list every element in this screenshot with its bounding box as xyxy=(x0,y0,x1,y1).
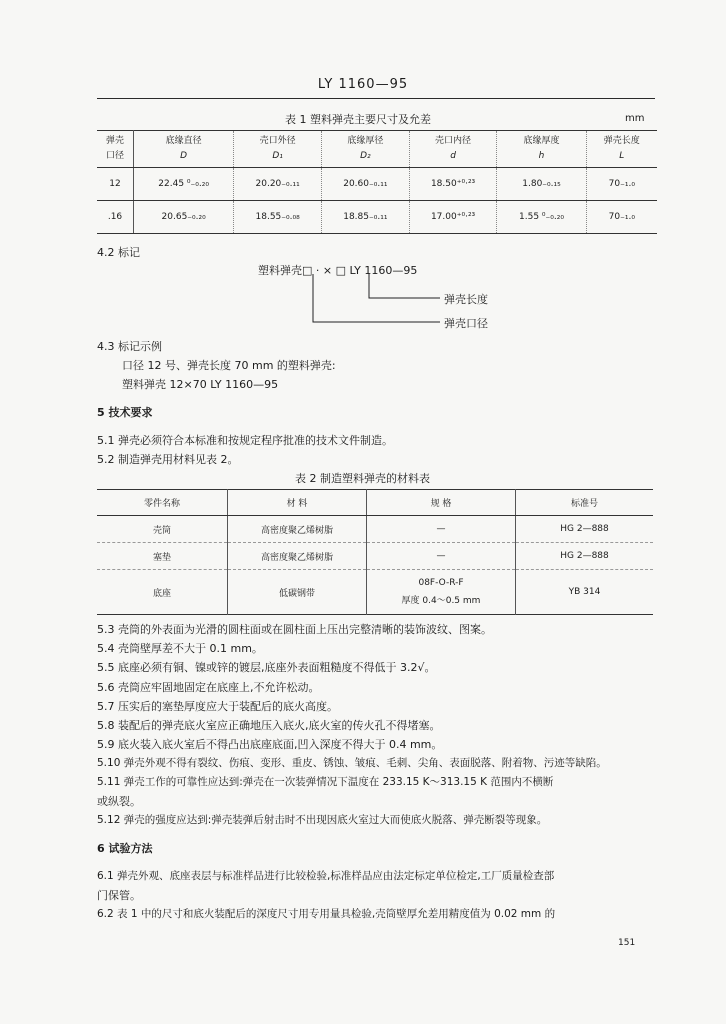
paragraph-5-4: 5.4 壳筒壁厚差不大于 0.1 mm。 xyxy=(97,642,263,655)
table-row xyxy=(97,516,653,543)
table1-unit: mm xyxy=(625,113,645,124)
paragraph-6-1-cont: 门保管。 xyxy=(97,889,141,902)
table2-header-part: 零件名称 xyxy=(97,490,228,516)
table-row xyxy=(97,543,653,570)
table1-header-h: 底缘厚度 h xyxy=(497,131,586,168)
marking-label-length: 弹壳长度 xyxy=(444,293,488,306)
standard-number: LY 1160—95 xyxy=(317,77,409,92)
table2-caption: 表 2 制造塑料弹壳的材料表 xyxy=(295,472,430,485)
table-row xyxy=(97,570,653,615)
table-cell: 20.60₋₀.₁₁ xyxy=(321,168,409,201)
section-4-2-title: 4.2 标记 xyxy=(97,246,140,259)
table1-caption: 表 1 塑料弹壳主要尺寸及允差 xyxy=(285,113,431,126)
table1-header-d1: 壳口外径 D₁ xyxy=(234,131,322,168)
table-cell: 18.55₋₀.₀₈ xyxy=(234,201,322,234)
table-cell: 壳筒 xyxy=(97,516,228,543)
table-cell: 12 xyxy=(97,168,134,201)
table-cell: .16 xyxy=(97,201,134,234)
table-cell: 22.45 ⁰₋₀.₂₀ xyxy=(134,168,234,201)
spec-grade: 08F-O-R-F xyxy=(418,578,464,588)
marking-line: 塑料弹壳□ · × □ LY 1160—95 xyxy=(258,264,418,277)
example-line-2: 塑料弹壳 12×70 LY 1160—95 xyxy=(122,378,279,391)
table1-header-inner-d: 壳口内径 d xyxy=(409,131,497,168)
paragraph-5-11: 5.11 弹壳工作的可靠性应达到:弹壳在一次装弹情况下温度在 233.15 K～313.15 K 范围内不横断 xyxy=(97,776,554,788)
section-5-title: 5 技术要求 xyxy=(97,406,153,419)
table-cell: 20.65₋₀.₂₀ xyxy=(134,201,234,234)
paragraph-5-11-cont: 或纵裂。 xyxy=(97,795,141,808)
table1-header-d: 底缘直径 D xyxy=(134,131,234,168)
paragraph-5-8: 5.8 装配后的弹壳底火室应正确地压入底火,底火室的传火孔不得堵塞。 xyxy=(97,719,441,732)
table-cell: 17.00⁺⁰·²³ xyxy=(409,201,497,234)
table1-header-l: 弹壳长度 L xyxy=(586,131,657,168)
table-cell: 70₋₁.₀ xyxy=(586,168,657,201)
table-cell: HG 2—888 xyxy=(516,516,654,543)
table-cell: YB 314 xyxy=(516,570,654,615)
table-cell: — xyxy=(367,516,516,543)
table2-header-spec: 规 格 xyxy=(367,490,516,516)
paragraph-5-1: 5.1 弹壳必须符合本标准和按规定程序批准的技术文件制造。 xyxy=(97,434,393,447)
table1-header-d2: 底缘厚径 D₂ xyxy=(321,131,409,168)
table-cell: 高密度聚乙烯树脂 xyxy=(228,543,367,570)
paragraph-5-3: 5.3 壳筒的外表面为光滑的圆柱面或在圆柱面上压出完整清晰的装饰波纹、图案。 xyxy=(97,623,492,636)
table-cell: 1.80₋₀.₁₅ xyxy=(497,168,586,201)
table-cell: 高密度聚乙烯树脂 xyxy=(228,516,367,543)
table-cell: 塞垫 xyxy=(97,543,228,570)
table-cell: — xyxy=(367,543,516,570)
table-cell: 18.85₋₀.₁₁ xyxy=(321,201,409,234)
paragraph-6-1: 6.1 弹壳外观、底座表层与标准样品进行比较检验,标准样品应由法定标定单位检定,工厂质量检查部 xyxy=(97,870,555,882)
table2-header-standard: 标准号 xyxy=(516,490,654,516)
paragraph-5-5: 5.5 底座必须有铜、镍或锌的镀层,底座外表面粗糙度不得低于 3.2√。 xyxy=(97,661,436,674)
example-line-1: 口径 12 号、弹壳长度 70 mm 的塑料弹壳: xyxy=(122,359,336,372)
paragraph-5-9: 5.9 底火装入底火室后不得凸出底座底面,凹入深度不得大于 0.4 mm。 xyxy=(97,738,443,751)
paragraph-5-10: 5.10 弹壳外观不得有裂纹、伤痕、变形、重皮、锈蚀、皱痕、毛刺、尖角、表面脱落、附着物、污迹等缺陷。 xyxy=(97,757,607,769)
table-cell: 70₋₁.₀ xyxy=(586,201,657,234)
table-cell: 1.55 ⁰₋₀.₂₀ xyxy=(497,201,586,234)
table-cell: 18.50⁺⁰·²³ xyxy=(409,168,497,201)
table1-header-caliber: 弹壳 口径 xyxy=(97,131,134,168)
spec-thickness: 厚度 0.4～0.5 mm xyxy=(401,596,481,606)
paragraph-5-12: 5.12 弹壳的强度应达到:弹壳装弹后射击时不出现因底火室过大而使底火脱落、弹壳断裂等现象。 xyxy=(97,814,548,826)
page-number: 151 xyxy=(618,938,636,948)
table-cell: HG 2—888 xyxy=(516,543,654,570)
table2-materials xyxy=(97,489,653,615)
table-cell: 低碳钢带 xyxy=(228,570,367,615)
table2-header-material: 材 料 xyxy=(228,490,367,516)
paragraph-5-2: 5.2 制造弹壳用材料见表 2。 xyxy=(97,453,239,466)
marking-label-caliber: 弹壳口径 xyxy=(444,317,488,330)
paragraph-6-2: 6.2 表 1 中的尺寸和底火装配后的深度尺寸用专用量具检验,壳筒壁厚允差用精度值为 0.02 mm 的 xyxy=(97,908,556,920)
section-4-3-title: 4.3 标记示例 xyxy=(97,340,162,353)
table-cell: 底座 xyxy=(152,588,171,599)
paragraph-5-7: 5.7 压实后的塞垫厚度应大于装配后的底火高度。 xyxy=(97,700,338,713)
section-6-title: 6 试验方法 xyxy=(97,842,153,855)
table-cell: 20.20₋₀.₁₁ xyxy=(234,168,322,201)
paragraph-5-6: 5.6 壳筒应牢固地固定在底座上,不允许松动。 xyxy=(97,681,320,694)
table-cell xyxy=(367,570,516,615)
